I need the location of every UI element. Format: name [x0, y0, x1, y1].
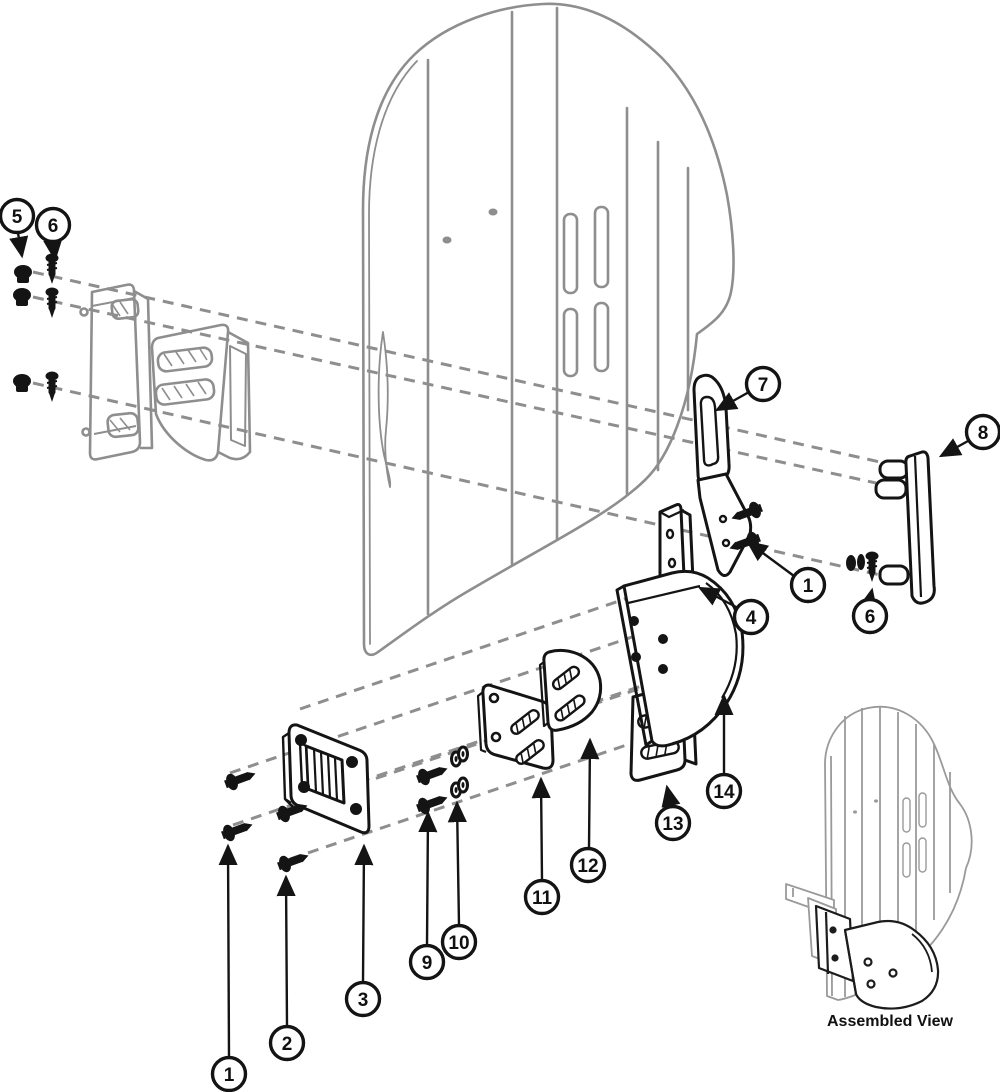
assembled-view-label: Assembled View [827, 1013, 953, 1030]
slotted-oval-part12 [540, 650, 601, 730]
screw-icon [223, 765, 258, 792]
svg-text:6: 6 [47, 216, 59, 237]
callout-6-left [37, 209, 70, 242]
callout-8 [967, 416, 1000, 449]
svg-text:4: 4 [745, 608, 757, 629]
callout-12 [572, 849, 605, 882]
svg-text:6: 6 [864, 607, 876, 628]
plate-hole [348, 758, 357, 767]
callout-9 [411, 946, 444, 979]
pad-hole [631, 618, 638, 625]
callout-13 [657, 807, 690, 840]
mount-rail-part8 [876, 452, 934, 603]
svg-text:7: 7 [757, 375, 769, 396]
svg-text:8: 8 [977, 423, 989, 444]
nut-icon [857, 554, 865, 570]
callout-7 [747, 368, 780, 401]
screw-icon [46, 288, 59, 319]
rail-stud [880, 566, 908, 584]
nut-icon [14, 265, 32, 283]
washer-icon [459, 747, 468, 761]
nut-icon [13, 374, 31, 392]
svg-text:1: 1 [223, 1065, 235, 1086]
plate-hole [300, 783, 309, 792]
screw-icon [46, 372, 59, 403]
callout-2 [271, 1027, 304, 1060]
callout-14 [708, 775, 741, 808]
screw-icon [46, 254, 59, 285]
assembled-view [786, 706, 972, 1030]
screw-icon [415, 789, 450, 816]
pad-hole [660, 666, 667, 673]
rail-stud [876, 480, 906, 498]
screw-icon [220, 816, 255, 843]
shell-hole [489, 209, 498, 216]
pad-hole [633, 654, 640, 661]
callout-11 [526, 881, 559, 914]
rail-stud [880, 461, 908, 478]
shell-slot [595, 303, 608, 371]
svg-text:1: 1 [802, 576, 814, 597]
pad-hole [660, 636, 667, 643]
callout-1-bottom [213, 1058, 246, 1091]
screw-icon [276, 847, 311, 874]
svg-text:10: 10 [448, 933, 470, 954]
svg-text:3: 3 [357, 990, 369, 1011]
screw-icon [866, 552, 879, 583]
assembled-bracket-pad [816, 906, 938, 1009]
nut-icon [13, 288, 31, 306]
svg-text:13: 13 [662, 814, 684, 835]
mount-plate-part3 [283, 725, 369, 833]
callout-3 [347, 983, 380, 1016]
shell-slot [564, 214, 577, 293]
nut-icon [846, 555, 856, 571]
callout-1-right [792, 569, 825, 602]
lateral-bracket-receiver [152, 325, 250, 460]
callout-5 [1, 200, 34, 233]
lateral-bracket-group [81, 285, 251, 461]
shell-slot [595, 207, 608, 287]
svg-text:2: 2 [281, 1034, 293, 1055]
svg-text:11: 11 [531, 888, 553, 909]
svg-text:5: 5 [11, 207, 23, 228]
shell-slot [564, 309, 577, 376]
callout-6-right [854, 600, 887, 633]
hardware-top-left [13, 254, 59, 403]
svg-text:9: 9 [421, 953, 433, 974]
plate-hole [352, 805, 361, 814]
screws-part9-washers-part10 [415, 747, 467, 816]
callout-10 [443, 926, 476, 959]
svg-text:14: 14 [713, 782, 735, 803]
callout-4 [735, 601, 768, 634]
shell-hole [443, 237, 452, 244]
hardware-part6-right [846, 552, 879, 583]
plate-hole [297, 736, 306, 745]
svg-text:12: 12 [577, 856, 599, 877]
washer-icon [459, 778, 468, 792]
